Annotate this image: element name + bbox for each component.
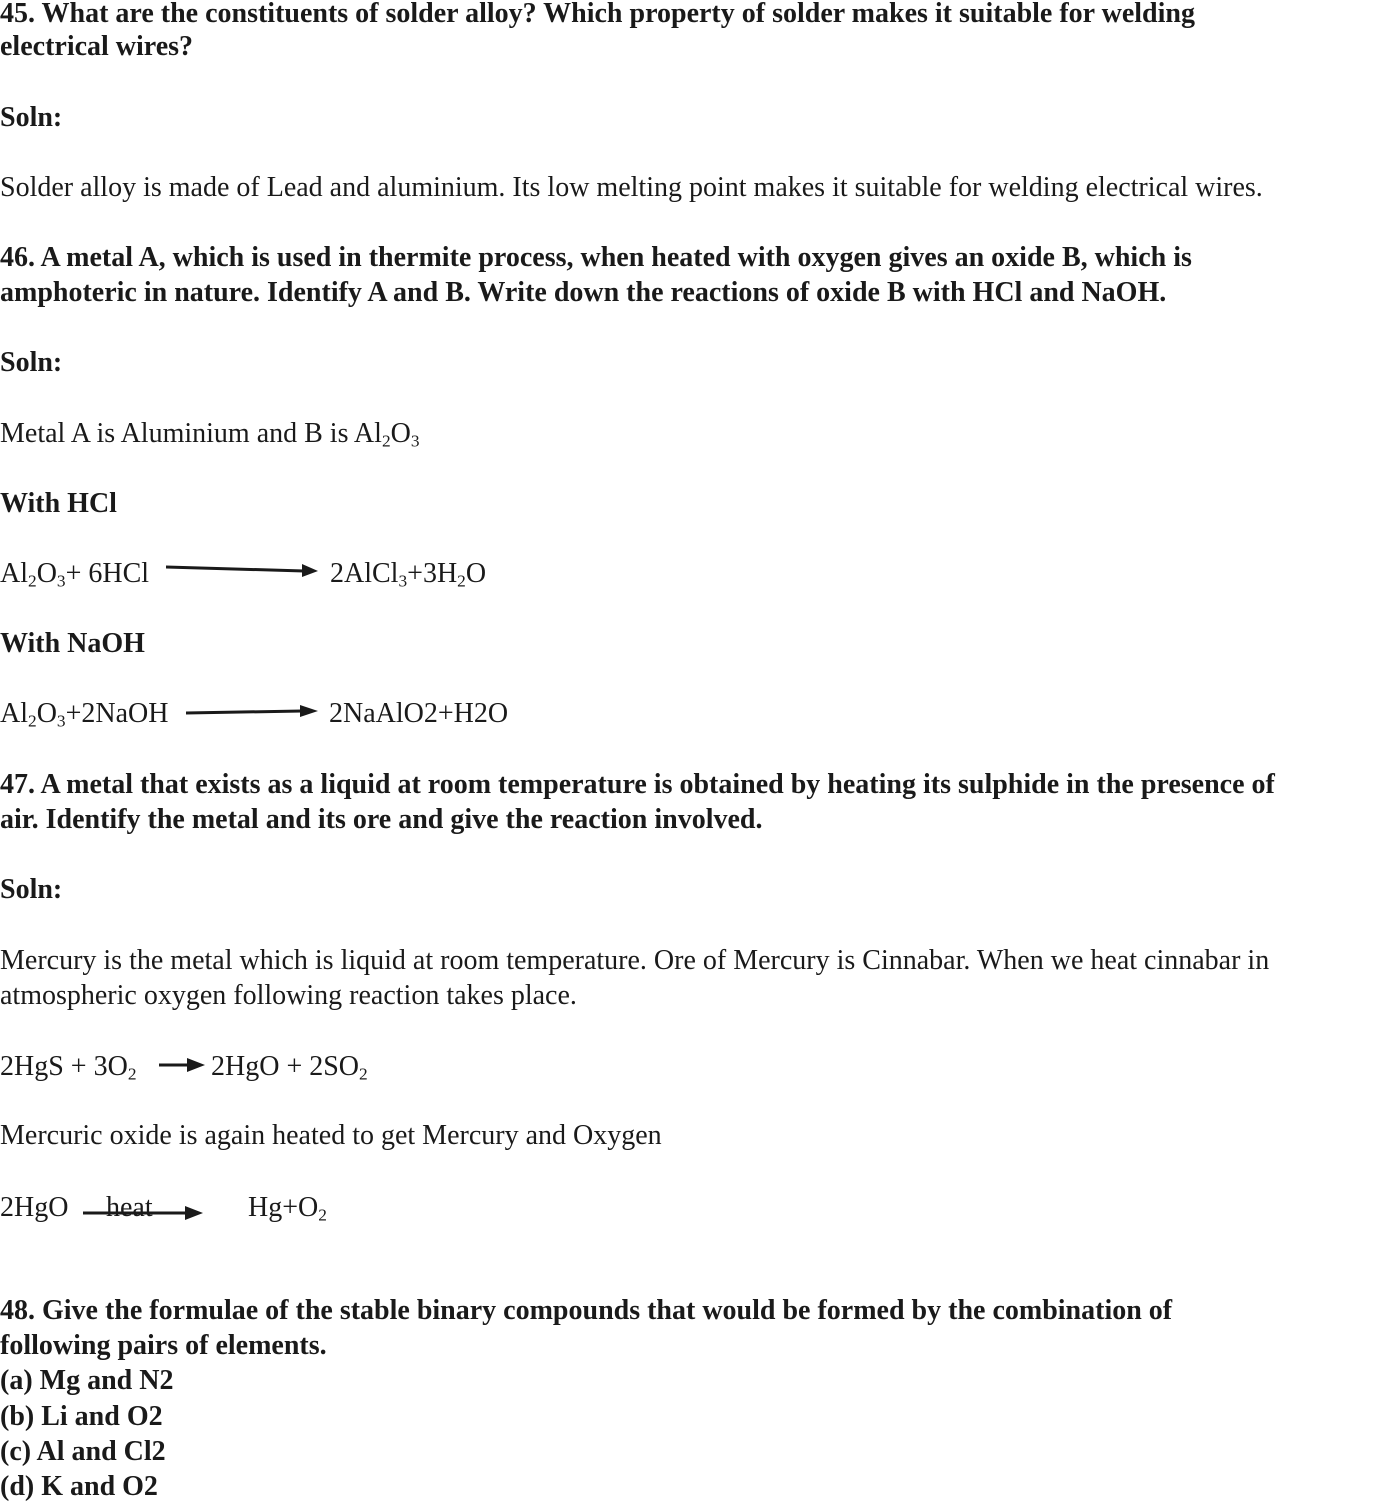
equation-hgs: $2HgS + 3O_2$ [0, 1051, 137, 1084]
q46-question-line2: amphoteric in nature. Identify A and B. Write down the reactions of oxide B with HCl and NaOH. [0, 277, 1167, 308]
q45-question-line1: 45. What are the constituents of solder alloy? Which property of solder makes it suitable for welding [0, 0, 1195, 29]
q47-answer-line2: atmospheric oxygen following reaction takes place. [0, 980, 577, 1011]
q47-question-line1: 47. A metal that exists as a liquid at room temperature is obtained by heating its sulphide in the presence of [0, 769, 1275, 800]
equation-hcl-products: $2AlCl_3+3H_2O$ [330, 558, 487, 591]
q45-question-line2: electrical wires? [0, 31, 194, 62]
q48-item-d: (d) K and O2 [0, 1471, 158, 1502]
q48-item-c: (c) Al and Cl2 [0, 1436, 166, 1467]
q46-naoh-label: With NaOH [0, 628, 145, 659]
q47-answer-line1: Mercury is the metal which is liquid at room temperature. Ore of Mercury is Cinnabar. When we heat cinnabar in [0, 945, 1270, 976]
q47-soln-label: Soln: [0, 874, 63, 905]
q45-soln-label: Soln: [0, 102, 63, 133]
reaction-arrow-icon [186, 704, 320, 720]
q48-question-line1: 48. Give the formulae of the stable binary compounds that would be formed by the combination of [0, 1295, 1173, 1326]
heat-label: heat [106, 1192, 153, 1223]
equation-hgs-products: $2HgO + 2SO_2$ [211, 1051, 368, 1084]
reaction-arrow-icon [166, 561, 320, 577]
q46-soln-label: Soln: [0, 347, 63, 378]
q46-question-line1: 46. A metal A, which is used in thermite process, when heated with oxygen gives an oxide B, which is [0, 242, 1192, 273]
q47-mercuric-text: Mercuric oxide is again heated to get Mercury and Oxygen [0, 1120, 662, 1151]
q48-item-a: (a) Mg and N2 [0, 1365, 174, 1396]
q48-item-b: (b) Li and O2 [0, 1401, 163, 1432]
equation-hgo: 2HgO [0, 1192, 69, 1223]
reaction-arrow-icon [159, 1057, 207, 1073]
equation-naoh: $Al_2O_3+2NaOH$ [0, 698, 169, 731]
q45-answer: Solder alloy is made of Lead and aluminium. Its low melting point makes it suitable for welding electrical wires. [0, 172, 1263, 203]
q48-question-line2: following pairs of elements. [0, 1330, 327, 1361]
q46-hcl-label: With HCl [0, 488, 117, 519]
equation-naoh-products: 2NaAlO2+H2O [329, 698, 509, 729]
q47-question-line2: air. Identify the metal and its ore and give the reaction involved. [0, 804, 763, 835]
reaction-arrow-icon [83, 1203, 205, 1221]
equation-hgo-products: $Hg+O_2$ [248, 1192, 327, 1225]
equation-hcl: $Al_2O_3+ 6HCl$ [0, 558, 150, 591]
q46-answer: Metal A is Aluminium and B is $Al_2O_3$ [0, 418, 420, 451]
